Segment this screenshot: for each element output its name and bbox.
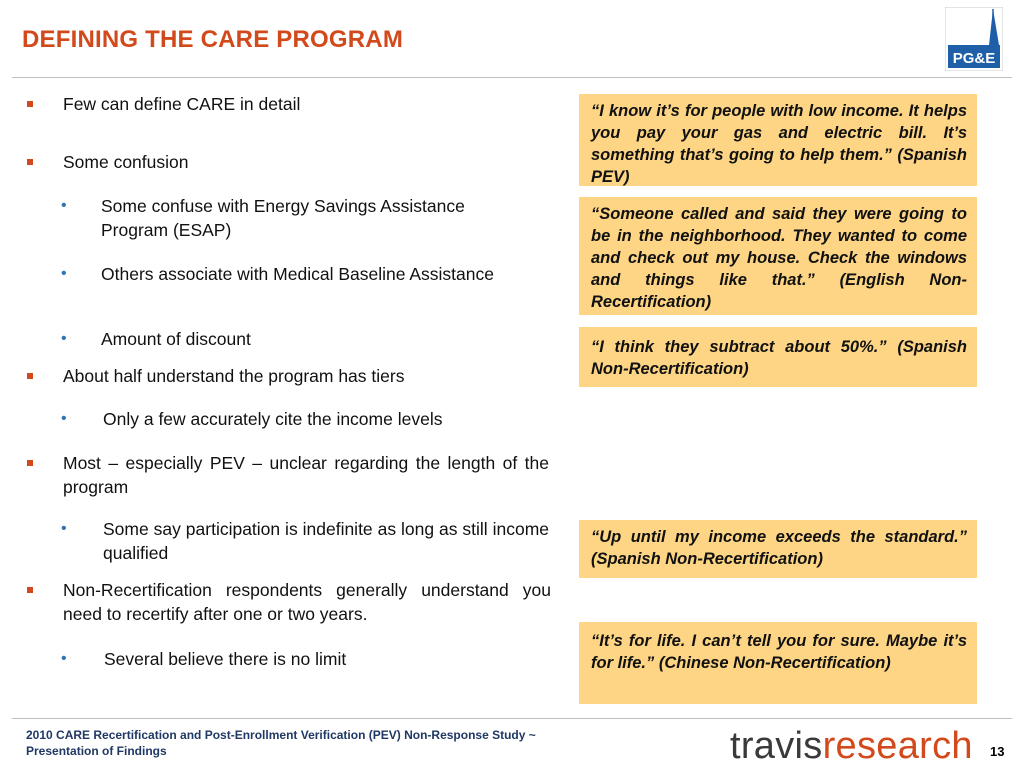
round-bullet-icon: • [61,197,67,214]
sub-bullet-item [61,517,549,565]
square-bullet-icon [27,159,33,165]
slide-title: DEFINING THE CARE PROGRAM [22,26,404,53]
bullet-text: Few can define CARE in detail [63,94,301,114]
title-divider [12,77,1012,78]
bullet-item [63,92,543,116]
footer-line-2: Presentation of Findings [26,744,167,758]
square-bullet-icon [27,373,33,379]
bullet-text: About half understand the program has tiers [63,366,405,386]
bullet-item [63,150,543,174]
square-bullet-icon [27,101,33,107]
footer-study-title [26,727,646,759]
bullet-item [63,451,549,499]
footer-line-1: 2010 CARE Recertification and Post-Enrollment Verification (PEV) Non-Response Study ~ [26,728,536,742]
quote-box: “Up until my income exceeds the standard.” (Spanish Non-Recertification) [579,520,977,578]
footer-divider [12,718,1012,719]
round-bullet-icon: • [61,650,67,667]
brand-part-2: research [822,725,973,767]
bullet-item [63,578,551,626]
bullet-text: Some confusion [63,152,189,172]
quote-box: “I think they subtract about 50%.” (Spanish Non-Recertification) [579,327,977,387]
sub-bullet-item [61,194,521,242]
quote-box: “Someone called and said they were going to be in the neighborhood. They wanted to come and check out my house. Check the windows and things like that.” (English Non-Recertification) [579,197,977,315]
bullet-text: Only a few accurately cite the income levels [103,409,443,429]
bullet-text: Some say participation is indefinite as long as still income qualified [103,519,549,563]
bullet-text: Several believe there is no limit [104,649,347,669]
bullet-text: Amount of discount [101,329,251,349]
logo-text: PG&E [952,50,996,67]
bullet-item [63,364,543,388]
quote-box: “It’s for life. I can’t tell you for sure. Maybe it’s for life.” (Chinese Non-Recertification) [579,622,977,704]
sub-bullet-item [61,647,544,671]
bullet-text: Others associate with Medical Baseline Assistance [101,264,494,284]
sub-bullet-item [61,327,541,351]
square-bullet-icon [27,460,33,466]
travisresearch-logo [730,724,973,768]
quote-box: “I know it’s for people with low income. It helps you pay your gas and electric bill. It’s something that’s going to help them.” (Spanish PEV) [579,94,977,186]
round-bullet-icon: • [61,330,67,347]
pge-logo [945,7,1003,71]
round-bullet-icon: • [61,410,67,427]
bullet-text: Most – especially PEV – unclear regarding the length of the program [63,453,549,497]
round-bullet-icon: • [61,520,67,537]
sub-bullet-item [61,407,543,431]
square-bullet-icon [27,587,33,593]
brand-part-1: travis [730,725,823,767]
round-bullet-icon: • [61,265,67,282]
bullet-text: Some confuse with Energy Savings Assistance Program (ESAP) [101,196,465,240]
page-number: 13 [990,744,1005,759]
sub-bullet-item [61,262,561,286]
bullet-text: Non-Recertification respondents generally understand you need to recertify after one or two years. [63,580,551,624]
